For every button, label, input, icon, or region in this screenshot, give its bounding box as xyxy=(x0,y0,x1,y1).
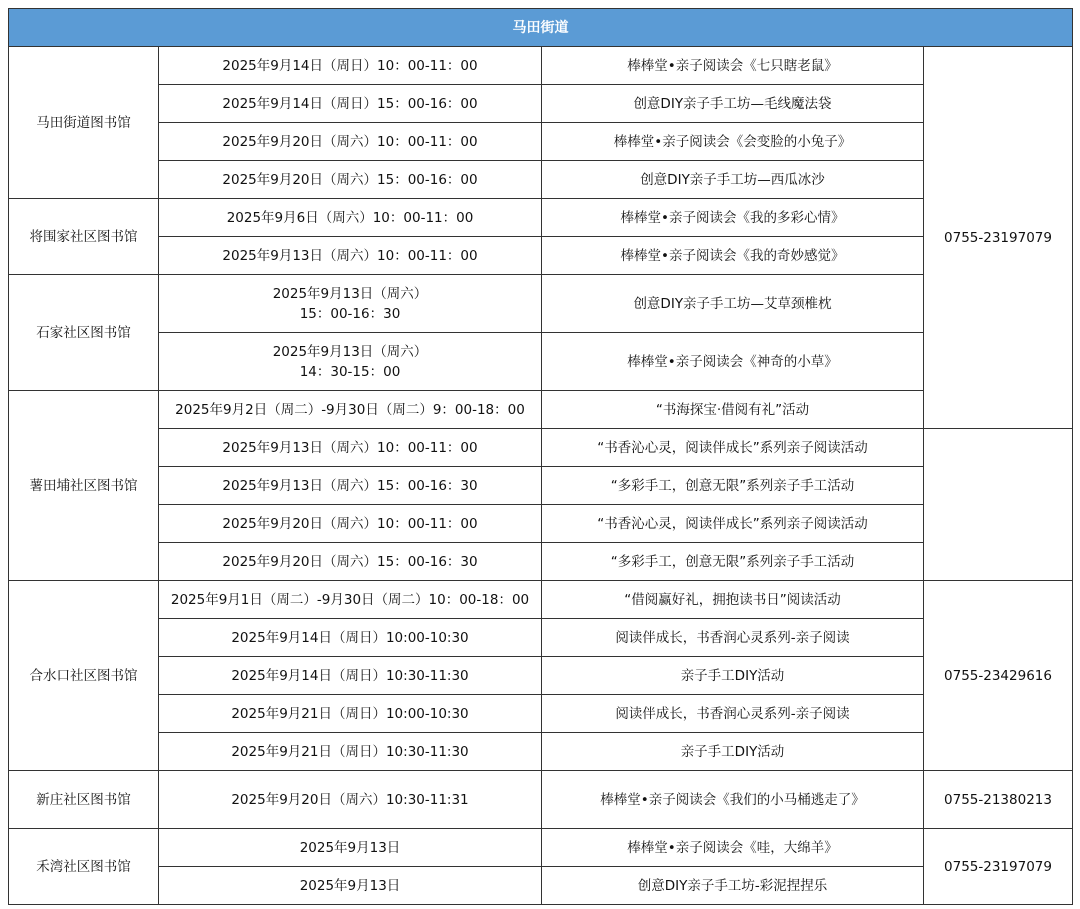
table-row xyxy=(9,199,1073,237)
event-time: 2025年9月13日（周六）10：00-11：00 xyxy=(159,429,542,467)
table-row xyxy=(9,581,1073,619)
event-time: 2025年9月13日（周六）15：00-16：30 xyxy=(159,467,542,505)
table-row xyxy=(9,543,1073,581)
event-activity: “多彩手工，创意无限”系列亲子手工活动 xyxy=(542,543,924,581)
event-time: 2025年9月20日（周六）10：00-11：00 xyxy=(159,123,542,161)
event-time: 2025年9月13日 xyxy=(159,829,542,867)
event-time: 2025年9月20日（周六）10:30-11:31 xyxy=(159,771,542,829)
table-row xyxy=(9,391,1073,429)
table-row xyxy=(9,771,1073,829)
event-activity: “借阅赢好礼，拥抱读书日”阅读活动 xyxy=(542,581,924,619)
library-phone: 0755-23197079 xyxy=(924,829,1073,905)
event-activity: 亲子手工DIY活动 xyxy=(542,733,924,771)
event-time: 2025年9月14日（周日）10:00-10:30 xyxy=(159,619,542,657)
library-phone: 0755-21380213 xyxy=(924,771,1073,829)
event-time: 2025年9月6日（周六）10：00-11：00 xyxy=(159,199,542,237)
event-time: 2025年9月13日 xyxy=(159,867,542,905)
event-activity: 阅读伴成长，书香润心灵系列-亲子阅读 xyxy=(542,619,924,657)
event-time xyxy=(159,333,542,391)
event-time-hours: 15：00-16：30 xyxy=(299,305,401,322)
table-row xyxy=(9,85,1073,123)
library-phone: 0755-23197079 xyxy=(924,47,1073,429)
table-row xyxy=(9,275,1073,333)
library-name: 薯田埔社区图书馆 xyxy=(9,391,159,581)
event-activity: 棒棒堂•亲子阅读会《我们的小马桶逃走了》 xyxy=(542,771,924,829)
library-name: 石家社区图书馆 xyxy=(9,275,159,391)
event-time-date: 2025年9月13日（周六） xyxy=(272,285,428,302)
event-activity: “多彩手工，创意无限”系列亲子手工活动 xyxy=(542,467,924,505)
event-time: 2025年9月1日（周二）-9月30日（周二）10：00-18：00 xyxy=(159,581,542,619)
event-time: 2025年9月20日（周六）10：00-11：00 xyxy=(159,505,542,543)
table-row xyxy=(9,695,1073,733)
table-row xyxy=(9,733,1073,771)
event-time: 2025年9月14日（周日）10:30-11:30 xyxy=(159,657,542,695)
event-activity: 创意DIY亲子手工坊-彩泥捏捏乐 xyxy=(542,867,924,905)
library-name: 将围家社区图书馆 xyxy=(9,199,159,275)
event-time: 2025年9月13日（周六）10：00-11：00 xyxy=(159,237,542,275)
event-activity: 棒棒堂•亲子阅读会《七只瞎老鼠》 xyxy=(542,47,924,85)
event-activity: 阅读伴成长，书香润心灵系列-亲子阅读 xyxy=(542,695,924,733)
event-activity: 棒棒堂•亲子阅读会《会变脸的小兔子》 xyxy=(542,123,924,161)
event-time: 2025年9月20日（周六）15：00-16：00 xyxy=(159,161,542,199)
table-row xyxy=(9,161,1073,199)
activity-schedule-table xyxy=(8,8,1073,905)
event-time-date: 2025年9月13日（周六） xyxy=(272,343,428,360)
event-time-hours: 14：30-15：00 xyxy=(299,363,401,380)
table-row xyxy=(9,429,1073,467)
table-row xyxy=(9,829,1073,867)
event-activity: 棒棒堂•亲子阅读会《我的多彩心情》 xyxy=(542,199,924,237)
table-row xyxy=(9,237,1073,275)
event-time: 2025年9月21日（周日）10:30-11:30 xyxy=(159,733,542,771)
table-title: 马田街道 xyxy=(9,9,1073,47)
library-name: 禾湾社区图书馆 xyxy=(9,829,159,905)
event-time: 2025年9月21日（周日）10:00-10:30 xyxy=(159,695,542,733)
library-name: 新庄社区图书馆 xyxy=(9,771,159,829)
library-name: 马田街道图书馆 xyxy=(9,47,159,199)
table-row xyxy=(9,333,1073,391)
event-time xyxy=(159,275,542,333)
table-row xyxy=(9,467,1073,505)
event-time: 2025年9月2日（周二）-9月30日（周二）9：00-18：00 xyxy=(159,391,542,429)
event-activity: 棒棒堂•亲子阅读会《我的奇妙感觉》 xyxy=(542,237,924,275)
event-activity: 创意DIY亲子手工坊—毛线魔法袋 xyxy=(542,85,924,123)
table-row xyxy=(9,619,1073,657)
library-phone: 0755-23429616 xyxy=(924,581,1073,771)
table-row xyxy=(9,505,1073,543)
event-time: 2025年9月20日（周六）15：00-16：30 xyxy=(159,543,542,581)
schedule-wrapper xyxy=(8,8,1073,905)
table-row xyxy=(9,867,1073,905)
table-row xyxy=(9,657,1073,695)
event-activity: 创意DIY亲子手工坊—艾草颈椎枕 xyxy=(542,275,924,333)
event-time: 2025年9月14日（周日）10：00-11：00 xyxy=(159,47,542,85)
event-activity: 棒棒堂•亲子阅读会《哇，大绵羊》 xyxy=(542,829,924,867)
table-row xyxy=(9,47,1073,85)
event-time: 2025年9月14日（周日）15：00-16：00 xyxy=(159,85,542,123)
event-activity: 亲子手工DIY活动 xyxy=(542,657,924,695)
event-activity: 创意DIY亲子手工坊—西瓜冰沙 xyxy=(542,161,924,199)
library-name: 合水口社区图书馆 xyxy=(9,581,159,771)
table-row xyxy=(9,123,1073,161)
event-activity: 棒棒堂•亲子阅读会《神奇的小草》 xyxy=(542,333,924,391)
event-activity: “书香沁心灵，阅读伴成长”系列亲子阅读活动 xyxy=(542,505,924,543)
event-activity: “书海探宝·借阅有礼”活动 xyxy=(542,391,924,429)
event-activity: “书香沁心灵，阅读伴成长”系列亲子阅读活动 xyxy=(542,429,924,467)
